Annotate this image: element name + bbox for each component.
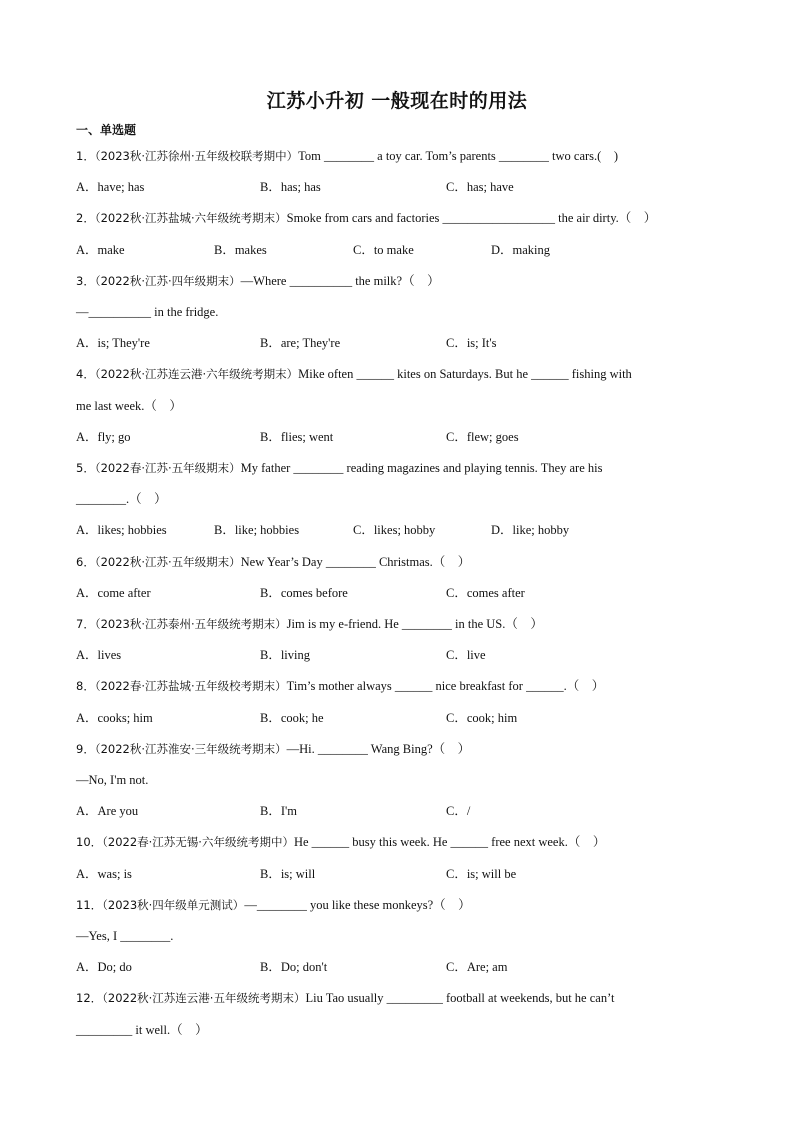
question-source: 6．（2022秋·江苏·五年级期末） (76, 554, 241, 569)
question-2-option-a: A．make (76, 242, 125, 257)
question-text: _________ it well.（ ） (76, 1022, 208, 1037)
question-9-line-1 (76, 741, 470, 757)
question-text: Jim is my e-friend. He ________ in the US.（ ） (286, 617, 543, 631)
question-source: 10．（2022春·江苏无锡·六年级统考期中） (76, 835, 294, 850)
question-9-option-a: A．Are you (76, 804, 139, 819)
question-3-option-a: A．is; They're (76, 336, 150, 351)
question-3-option-b: B．are; They're (260, 336, 341, 351)
question-text: me last week.（ ） (76, 398, 182, 413)
question-8-line-1 (76, 678, 604, 694)
question-text: My father ________ reading magazines and playing tennis. They are his (240, 461, 603, 475)
question-source: 4．（2022秋·江苏连云港·六年级统考期末） (76, 367, 299, 382)
section-heading: 一、单选题 (76, 123, 137, 137)
question-10-option-a: A．was; is (76, 866, 132, 881)
question-source: 11．（2023秋·四年级单元测试） (76, 897, 245, 912)
question-2-option-d: D．making (491, 242, 551, 257)
question-3-line-1 (76, 273, 440, 289)
question-text: Tom ________ a toy car. Tom’s parents ________ two cars.( ) (298, 149, 618, 163)
question-text: —Where __________ the milk?（ ） (240, 273, 440, 288)
question-9-option-b: B．I'm (260, 804, 297, 819)
question-text: He ______ busy this week. He ______ free next week.（ ） (293, 835, 606, 850)
question-source: 3．（2022秋·江苏·四年级期末） (76, 273, 241, 288)
question-6-line-1 (76, 554, 470, 570)
question-6-option-c: C．comes after (446, 585, 525, 600)
question-source: 7．（2023秋·江苏泰州·五年级统考期末） (76, 617, 287, 631)
question-9-line-2 (76, 772, 148, 788)
question-10-option-b: B．is; will (260, 866, 316, 881)
question-12-line-2 (76, 1022, 208, 1038)
question-11-option-b: B．Do; don't (260, 960, 328, 975)
question-4-option-c: C．flew; goes (446, 429, 519, 444)
question-1-option-a: A．have; has (76, 180, 145, 195)
question-text: —__________ in the fridge. (76, 305, 219, 319)
question-text: ________.（ ） (76, 492, 167, 507)
question-7-line-1 (76, 616, 543, 632)
question-2-line-1 (76, 210, 656, 226)
question-7-option-c: C．live (446, 648, 486, 663)
question-3-option-c: C．is; It's (446, 336, 497, 351)
question-source: 5．（2022春·江苏·五年级期末） (76, 461, 241, 475)
question-1-option-c: C．has; have (446, 180, 514, 195)
question-source: 2．（2022秋·江苏盐城·六年级统考期末） (76, 211, 287, 226)
question-12-line-1 (76, 990, 614, 1006)
question-4-option-a: A．fly; go (76, 429, 131, 444)
question-8-option-c: C．cook; him (446, 710, 518, 725)
question-2-option-b: B．makes (214, 242, 267, 257)
question-11-line-2 (76, 928, 173, 944)
question-text: —Hi. ________ Wang Bing?（ ） (286, 741, 471, 756)
question-source: 8．（2022春·江苏盐城·五年级校考期末） (76, 679, 287, 694)
question-7-option-b: B．living (260, 648, 311, 663)
question-text: Mike often ______ kites on Saturdays. But he ______ fishing with (298, 367, 632, 382)
question-5-option-b: B．like; hobbies (214, 523, 300, 538)
question-10-option-c: C．is; will be (446, 866, 517, 881)
question-5-option-a: A．likes; hobbies (76, 523, 167, 538)
question-source: 12．（2022秋·江苏连云港·五年级统考期末） (76, 991, 306, 1006)
page-title: 江苏小升初 一般现在时的用法 (266, 90, 528, 112)
question-4-option-b: B．flies; went (260, 429, 334, 444)
question-6-option-b: B．comes before (260, 585, 348, 600)
question-5-line-1 (76, 460, 602, 476)
question-text: —Yes, I ________. (76, 929, 174, 943)
question-7-option-a: A．lives (76, 648, 122, 663)
question-11-option-a: A．Do; do (76, 960, 132, 975)
question-11-line-1 (76, 897, 471, 913)
question-10-line-1 (76, 834, 605, 850)
question-source: 9．（2022秋·江苏淮安·三年级统考期末） (76, 741, 287, 756)
question-text: —No, I'm not. (76, 773, 149, 787)
question-1-option-b: B．has; has (260, 180, 321, 195)
question-2-option-c: C．to make (353, 242, 414, 257)
question-4-line-2 (76, 398, 182, 414)
question-source: 1．（2023秋·江苏徐州·五年级校联考期中） (76, 149, 299, 163)
question-5-option-c: C．likes; hobby (353, 523, 436, 538)
question-6-option-a: A．come after (76, 585, 151, 600)
question-5-option-d: D．like; hobby (491, 523, 570, 538)
question-text: —________ you like these monkeys?（ ） (244, 897, 471, 912)
question-11-option-c: C．Are; am (446, 960, 508, 975)
question-8-option-a: A．cooks; him (76, 710, 153, 725)
question-5-line-2 (76, 491, 167, 507)
question-3-line-2 (76, 304, 218, 320)
question-9-option-c: C．/ (446, 804, 471, 819)
question-4-line-1 (76, 366, 632, 382)
question-text: Tim’s mother always ______ nice breakfast for ______.（ ） (286, 679, 605, 694)
question-text: New Year’s Day ________ Christmas.（ ） (240, 554, 471, 569)
question-text: Smoke from cars and factories __________________ the air dirty.（ ） (286, 211, 657, 226)
question-8-option-b: B．cook; he (260, 710, 324, 725)
question-1-line-1 (76, 148, 618, 164)
question-text: Liu Tao usually _________ football at weekends, but he can’t (305, 991, 615, 1006)
